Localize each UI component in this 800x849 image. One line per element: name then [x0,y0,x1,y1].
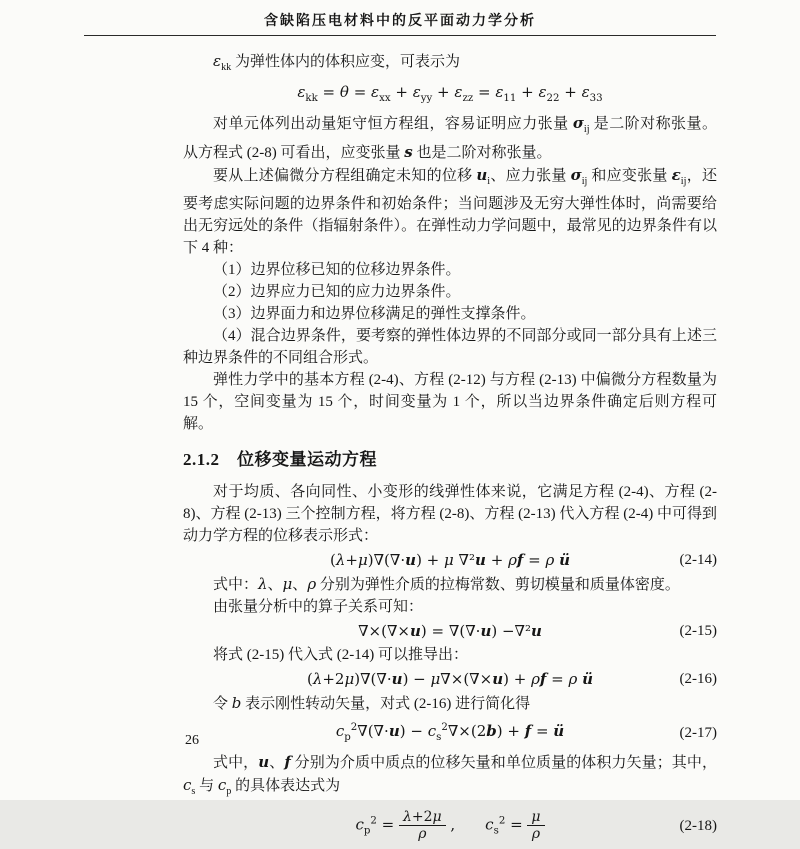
equation-number: (2-18) [679,817,717,834]
paragraph: 对单元体列出动量矩守恒方程组，容易证明应力张量 $\sigma_{ij}$ 是二阶对称张量。从方程式 (2-8) 可看出，应变张量 s 也是二阶对称张量。 [183,114,717,161]
paragraph: 式中：λ、μ、ρ 分别为弹性介质的拉梅常数、剪切模量和质量体密度。 [213,575,680,593]
page-number: 26 [185,733,199,748]
equation-2-14 [183,549,717,571]
equation-body: (λ+2μ)∇(∇·u) − μ∇×(∇×u) + ρf = ρ ü [306,670,593,688]
equation-2-15 [183,620,717,642]
header-rule [84,35,716,36]
list-item: （3）边界面力和边界位移满足的弹性支撑条件。 [213,306,536,322]
equation-body: ∇×(∇×u) = ∇(∇·u) −∇²u [358,622,542,640]
section-heading: 2.1.2 位移变量运动方程 [183,450,377,469]
equation-number: (2-17) [679,725,717,741]
equation-2-17 [183,717,717,749]
list-item: （2）边界应力已知的应力边界条件。 [213,284,461,300]
paragraph: 由张量分析中的算子关系可知： [213,599,424,615]
paragraph: 弹性力学中的基本方程 (2-4)、方程 (2-12) 与方程 (2-13) 中偏微分方程数量为 15 个，空间变量为 15 个，时间变量为 1 个，所以当边界条件确定后则方程可解。 [183,372,717,432]
list-item: （4）混合边界条件，要考察的弹性体边界的不同部分或同一部分具有上述三种边界条件的不同组合形式。 [183,328,717,366]
equation-body: $\varepsilon_{kk} = \theta = \varepsilon_{xx} + \varepsilon_{yy} + \varepsilon_{zz} = \varepsilon_{11} + \varepsilon_{22} + \varepsilon_{33}$ [297,83,603,104]
equation-number: (2-16) [679,671,717,687]
running-header [0,10,800,36]
page-content [183,50,717,849]
equation-body: $c_p^2\nabla(\nabla\cdot u) - c_s^2\nabla\times(2b) + f$ = ü [335,722,565,743]
paragraph: 将式 (2-15) 代入式 (2-14) 可以推导出： [213,647,468,663]
list-item: （1）边界位移已知的位移边界条件。 [213,262,461,278]
equation-number: (2-14) [679,552,717,568]
equation-body: (λ+μ)∇(∇·u) + μ ∇²u + ρf = ρ ü [330,551,570,569]
equation-volume-strain [183,81,717,110]
paragraph: 令 b 表示刚性转动矢量，对式 (2-16) 进行简化得 [213,694,531,712]
paragraph: $\varepsilon_{kk}$ 为弹性体内的体积应变，可表示为 [213,52,461,73]
paragraph: 式中，u、f 分别为介质中质点的位移矢量和单位质量的体积力矢量；其中，$c_s$ 与 $c_p$ 的具体表达式为 [183,753,717,797]
equation-body: $c_p^2$ = $\frac{\lambda+2\mu}{\rho}$ , $c_s^2$ = $\frac{\mu}{\rho}$ [355,809,544,843]
equation-number: (2-15) [679,623,717,639]
paragraph: 要从上述偏微分方程组确定未知的位移 $u_i$、应力张量 $\sigma_{ij}$ 和应变张量 $\varepsilon_{ij}$，还要考虑实际问题的边界条件和初始条件；当问题涉及无穷大弹性体时，尚需要给出无穷远处的条件（指辐射条件）。在弹性动力学问题中，最常见的边界条件有以下 4 种： [183,166,717,256]
paragraph: 对于均质、各向同性、小变形的线弹性体来说，它满足方程 (2-4)、方程 (2-8)、方程 (2-13) 三个控制方程，将方程 (2-8)、方程 (2-13) 代入方程 (2-4) 中可得到动力学方程的位移表示形式： [183,484,717,544]
header-title: 含缺陷压电材料中的反平面动力学分析 [264,14,536,29]
equation-2-18 [183,809,717,843]
equation-2-16 [183,668,717,690]
